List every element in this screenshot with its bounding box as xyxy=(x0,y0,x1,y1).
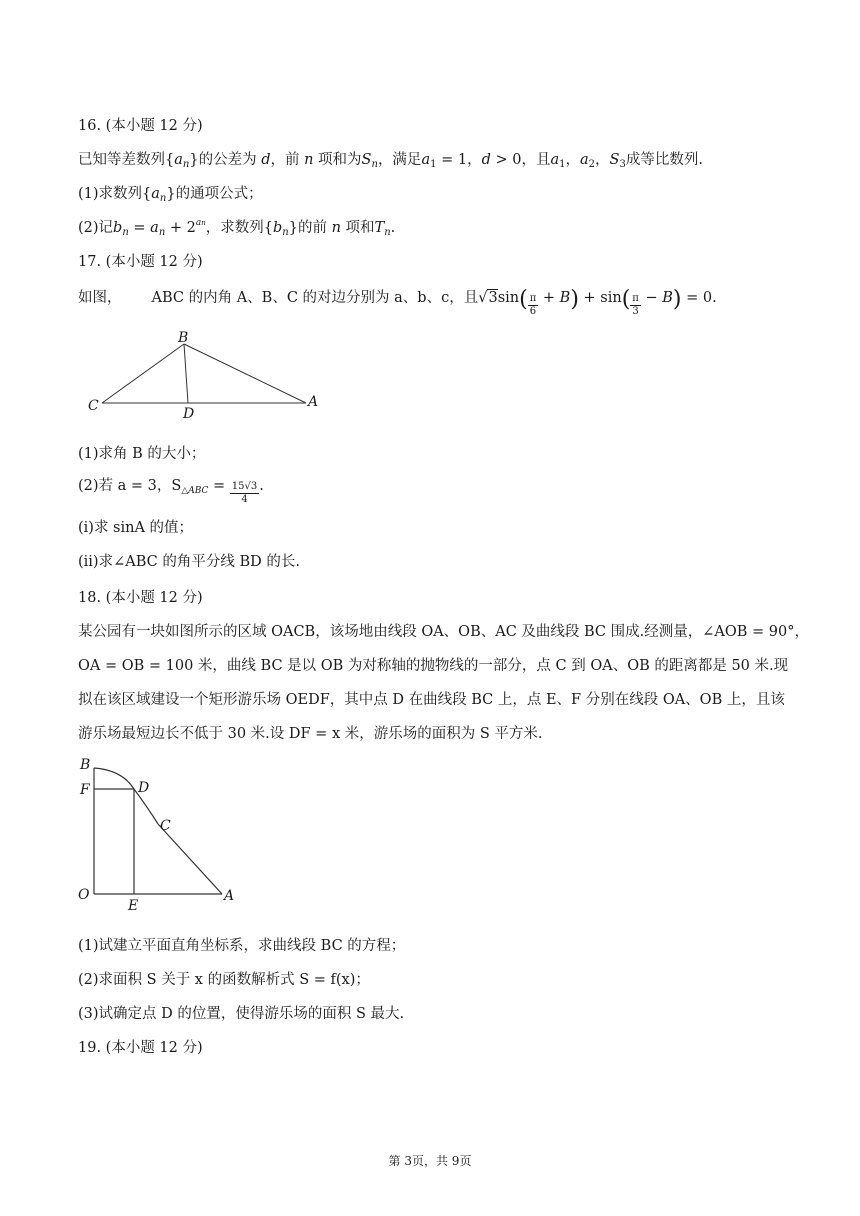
triangle-figure xyxy=(80,326,340,426)
q17-part1: (1)求角 B 的大小； xyxy=(78,446,206,462)
label-B: B xyxy=(80,757,91,773)
q18-part3: (3)试确定点 D 的位置，使得游乐场的面积 S 最大. xyxy=(78,1006,405,1022)
park-region-figure xyxy=(72,752,252,912)
q17-part2: (2)若 a = 3，$S_{\triangle ABC}$ = $\frac{15√3}{4}$ . xyxy=(78,478,264,505)
q18-heading: 18. (本小题 12 分) xyxy=(78,590,203,606)
q18-stem-line-3: 拟在该区域建设一个矩形游乐场 OEDF，其中点 D 在曲线段 BC 上，点 E、F 分别在线段 OA、OB 上，且该 xyxy=(78,692,785,708)
label-D: D xyxy=(138,780,150,796)
q16-heading: 16. (本小题 12 分) xyxy=(78,118,203,134)
label-D: D xyxy=(183,406,195,422)
label-F: F xyxy=(80,782,90,798)
label-A: A xyxy=(224,888,235,904)
q17-heading: 17. (本小题 12 分) xyxy=(78,254,203,270)
q16-part1: (1)求数列$\{a_n\}$的通项公式； xyxy=(78,186,263,204)
label-O: O xyxy=(78,887,90,903)
q18-stem-line-4: 游乐场最短边长不低于 30 米.设 DF = x 米，游乐场的面积为 S 平方米. xyxy=(78,726,543,742)
q16-part2: (2)记$b_n = a_n + 2^{an}$，求数列$\{b_n\}$的前 n 项和$T_n$. xyxy=(78,218,396,238)
label-E: E xyxy=(128,898,139,912)
q18-stem-line-1: 某公园有一块如图所示的区域 OACB，该场地由线段 OA、OB、AC 及曲线段 BC 围成.经测量，∠AOB = 90°， xyxy=(78,624,809,640)
q18-part1: (1)试建立平面直角坐标系，求曲线段 BC 的方程； xyxy=(78,938,406,954)
q17-part-i: (i)求 sinA 的值； xyxy=(78,520,194,536)
q19-heading: 19. (本小题 12 分) xyxy=(78,1040,203,1056)
page-footer: 第 3页，共 9页 xyxy=(388,1154,472,1168)
label-A: A xyxy=(308,394,319,410)
q16-stem: 已知等差数列$\{a_n\}$的公差为 d，前 n 项和为$S_n$，满足$a_1 = 1$，d > 0，且$a_1$，$a_2$，$S_3$成等比数列. xyxy=(78,152,703,170)
label-C: C xyxy=(88,398,99,414)
label-C: C xyxy=(160,818,171,834)
q18-stem-line-2: OA = OB = 100 米，曲线 BC 是以 OB 为对称轴的抛物线的一部分，点 C 到 OA、OB 的距离都是 50 米.现 xyxy=(78,658,789,674)
q18-part2: (2)求面积 S 关于 x 的函数解析式 S = f(x)； xyxy=(78,972,370,988)
q17-stem: 如图， ABC 的内角 A、B、C 的对边分别为 a、b、c，且√3sin( $\frac{\pi}{6}$ + B) + sin( $\frac{\pi}{3}$ − B) = 0. xyxy=(78,287,717,317)
label-B: B xyxy=(178,330,189,346)
q17-part-ii: (ii)求∠ABC 的角平分线 BD 的长. xyxy=(78,554,300,570)
